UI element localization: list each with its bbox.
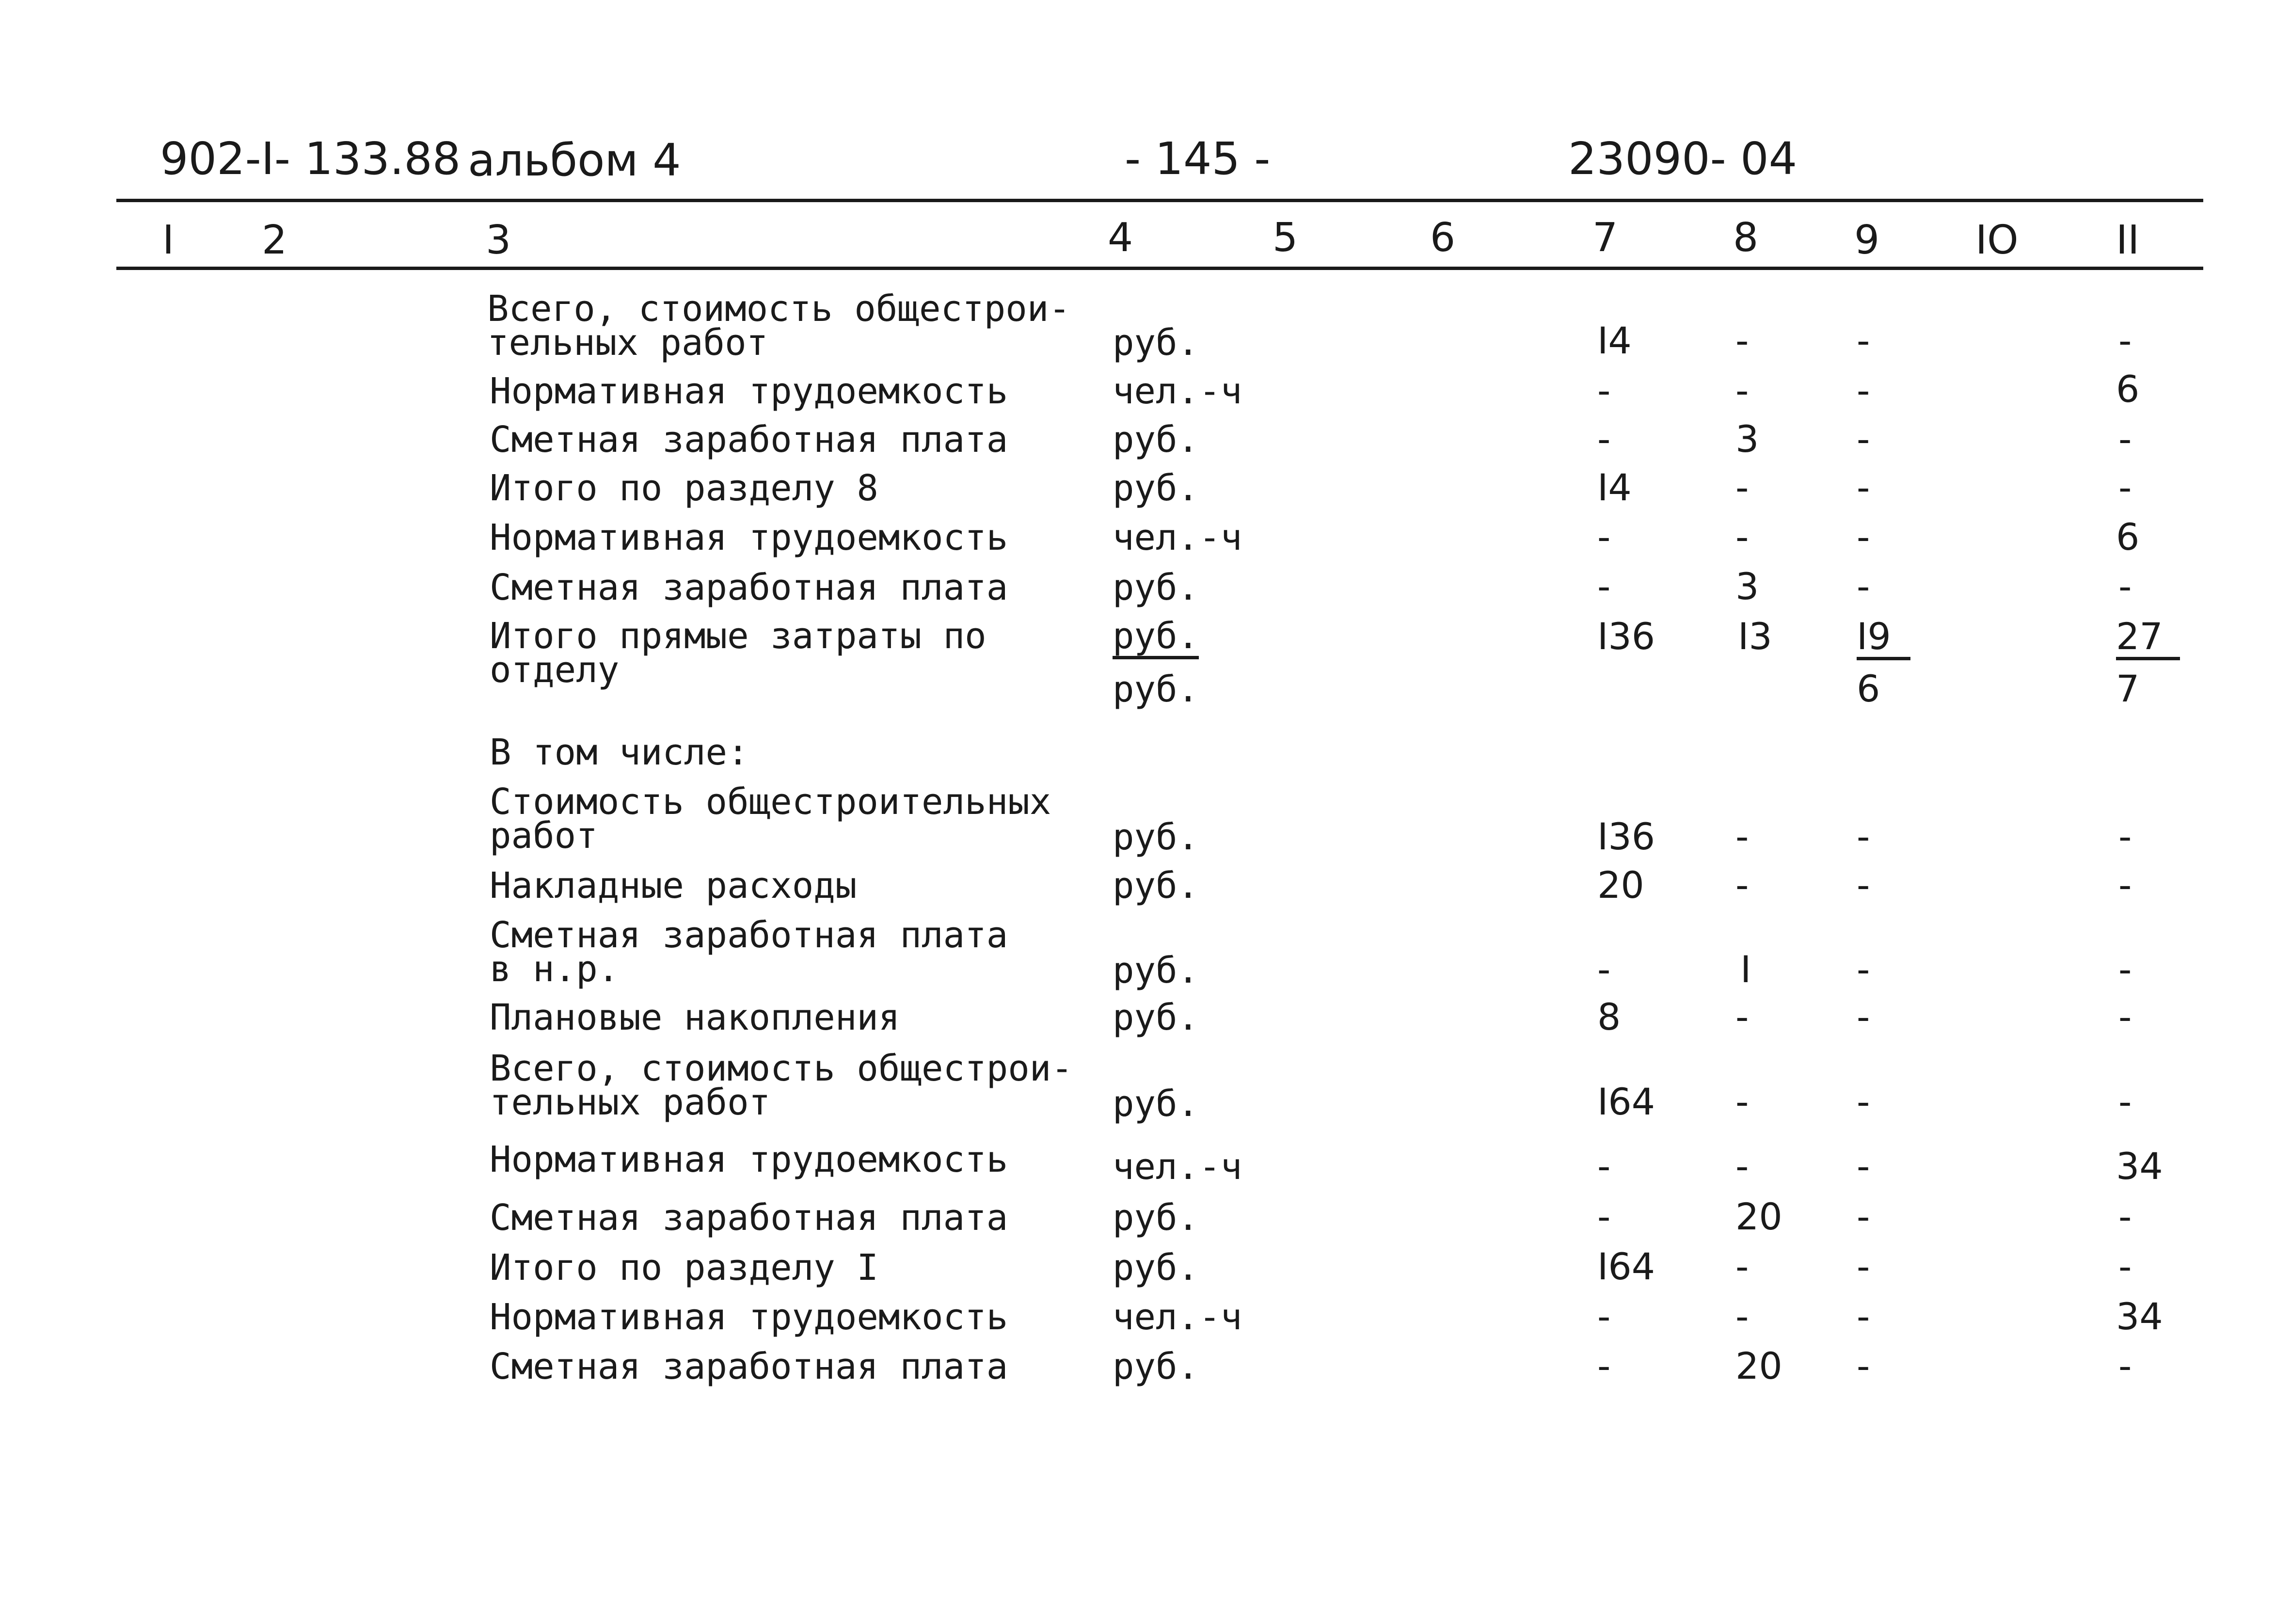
value-col9: -	[1857, 1245, 1870, 1288]
value-col8: 3	[1735, 417, 1759, 461]
row-label: Итого по разделу I	[490, 1247, 878, 1289]
value-col9: -	[1857, 995, 1870, 1038]
unit-cell: чел.-ч	[1113, 370, 1242, 412]
value-col8: I	[1740, 948, 1751, 991]
value-col11: 34	[2116, 1295, 2163, 1338]
value-col7: -	[1597, 948, 1611, 991]
value-col8: I3	[1738, 615, 1772, 658]
row-label: Нормативная трудоемкость	[490, 370, 1008, 412]
row-label: Накладные расходы	[490, 865, 857, 907]
unit-cell: чел.-ч	[1113, 1296, 1242, 1338]
header-top-rule	[116, 199, 2203, 202]
column-header: IO	[1975, 217, 2019, 263]
row-label: в н.р.	[490, 948, 620, 990]
value-col9: -	[1857, 417, 1870, 461]
value-col8: -	[1735, 515, 1749, 558]
value-col8: -	[1735, 995, 1749, 1038]
value-col11: -	[2118, 863, 2132, 907]
value-col8: -	[1735, 815, 1749, 858]
document-number: 23090- 04	[1568, 133, 1798, 185]
value-col7: -	[1597, 515, 1611, 558]
unit-cell: руб.	[1113, 1247, 1199, 1289]
unit-cell: руб.	[1113, 1083, 1199, 1125]
row-label: Сметная заработная плата	[490, 1197, 1008, 1239]
unit-cell: руб.	[1113, 816, 1199, 858]
value-col8: -	[1735, 1295, 1749, 1338]
column-header: I	[162, 217, 175, 263]
unit-cell: руб.	[1113, 1346, 1199, 1387]
value-col7: -	[1597, 1295, 1611, 1338]
value-col9: -	[1857, 1145, 1870, 1188]
value-col7: 20	[1597, 863, 1644, 907]
row-label: Сметная заработная плата	[490, 914, 1008, 956]
value-col8: -	[1735, 863, 1749, 907]
row-label: Сметная заработная плата	[490, 1346, 1008, 1387]
row-label: Сметная заработная плата	[490, 567, 1008, 608]
value-col11: 27	[2116, 618, 2180, 660]
unit-cell-denominator: руб.	[1113, 669, 1199, 710]
value-col7: I4	[1597, 319, 1632, 362]
header-bottom-rule	[116, 267, 2203, 270]
value-col8: -	[1735, 369, 1749, 412]
value-col9: -	[1857, 815, 1870, 858]
section-subheading: В том числе:	[490, 732, 749, 773]
row-label: Плановые накопления	[490, 997, 900, 1038]
value-col7: -	[1597, 369, 1611, 412]
unit-cell: чел.-ч	[1113, 1146, 1242, 1188]
row-label: тельных работ	[490, 1082, 771, 1123]
row-label: Всего, стоимость общестрои-	[487, 288, 1070, 330]
value-col8: -	[1735, 1080, 1749, 1123]
value-col11: 34	[2116, 1145, 2163, 1188]
column-header: 7	[1592, 215, 1618, 261]
value-col9: -	[1857, 1195, 1870, 1238]
value-col11: -	[2118, 815, 2132, 858]
row-label: Итого по разделу 8	[490, 467, 878, 509]
value-col7: -	[1597, 565, 1611, 608]
value-col11: 6	[2116, 367, 2140, 411]
value-col11: -	[2118, 565, 2132, 608]
column-header: 8	[1733, 215, 1759, 261]
value-col8: -	[1735, 1145, 1749, 1188]
value-col9: -	[1857, 948, 1870, 991]
value-col11: -	[2118, 1344, 2132, 1387]
value-col9: -	[1857, 319, 1870, 362]
unit-cell: руб.	[1113, 567, 1199, 608]
unit-cell: чел.-ч	[1113, 517, 1242, 558]
unit-cell: руб.	[1113, 950, 1199, 991]
column-header: 2	[262, 217, 287, 263]
document-code: 902-I- 133.88	[160, 133, 461, 185]
value-col8: 20	[1735, 1195, 1782, 1238]
row-label: Нормативная трудоемкость	[490, 517, 1008, 558]
unit-cell: руб.	[1113, 865, 1199, 907]
value-col11: -	[2118, 948, 2132, 991]
column-header: 5	[1273, 215, 1298, 261]
unit-cell: руб.	[1113, 618, 1199, 659]
value-col7: I36	[1597, 815, 1655, 858]
column-header: 6	[1430, 215, 1456, 261]
unit-cell: руб.	[1113, 997, 1199, 1038]
value-col8: -	[1735, 319, 1749, 362]
column-header: 3	[486, 217, 511, 263]
column-header: 9	[1854, 217, 1880, 263]
row-label: Итого прямые затраты по	[490, 615, 986, 657]
value-col7: I64	[1597, 1080, 1655, 1123]
row-label: Нормативная трудоемкость	[490, 1296, 1008, 1338]
value-col9: -	[1857, 565, 1870, 608]
value-col7: -	[1597, 1145, 1611, 1188]
value-col9: -	[1857, 1344, 1870, 1387]
unit-cell: руб.	[1113, 322, 1199, 364]
value-col9: -	[1857, 515, 1870, 558]
row-label: тельных работ	[487, 322, 768, 364]
album-label: альбом 4	[468, 134, 681, 186]
row-label: Сметная заработная плата	[490, 419, 1008, 461]
value-col9: -	[1857, 863, 1870, 907]
value-col7: -	[1597, 417, 1611, 461]
column-header: 4	[1108, 215, 1133, 261]
value-col9-denominator: 6	[1857, 667, 1880, 710]
value-col9: I9	[1857, 618, 1910, 660]
value-col11: -	[2118, 417, 2132, 461]
page-number: - 145 -	[1125, 133, 1271, 185]
unit-cell: руб.	[1113, 419, 1199, 461]
value-col7: 8	[1597, 995, 1621, 1038]
value-col11: -	[2118, 1080, 2132, 1123]
column-header: II	[2116, 217, 2140, 263]
value-col11: -	[2118, 319, 2132, 362]
value-col7: -	[1597, 1344, 1611, 1387]
row-label: Нормативная трудоемкость	[490, 1139, 1008, 1180]
value-col7: I36	[1597, 615, 1655, 658]
value-col8: 20	[1735, 1344, 1782, 1387]
value-col7: I4	[1597, 466, 1632, 509]
row-label: Стоимость общестроительных	[490, 781, 1051, 823]
value-col9: -	[1857, 1295, 1870, 1338]
row-label: работ	[490, 815, 598, 857]
value-col9: -	[1857, 1080, 1870, 1123]
value-col11-denominator: 7	[2116, 667, 2140, 710]
value-col11: -	[2118, 1195, 2132, 1238]
value-col11: -	[2118, 466, 2132, 509]
unit-cell: руб.	[1113, 1197, 1199, 1239]
value-col11: 6	[2116, 515, 2140, 558]
value-col9: -	[1857, 466, 1870, 509]
value-col8: -	[1735, 466, 1749, 509]
row-label: отделу	[490, 649, 620, 691]
value-col7: I64	[1597, 1245, 1655, 1288]
value-col7: -	[1597, 1195, 1611, 1238]
value-col8: -	[1735, 1245, 1749, 1288]
value-col11: -	[2118, 1245, 2132, 1288]
value-col8: 3	[1735, 565, 1759, 608]
unit-cell: руб.	[1113, 467, 1199, 509]
row-label: Всего, стоимость общестрои-	[490, 1048, 1073, 1089]
value-col9: -	[1857, 369, 1870, 412]
value-col11: -	[2118, 995, 2132, 1038]
